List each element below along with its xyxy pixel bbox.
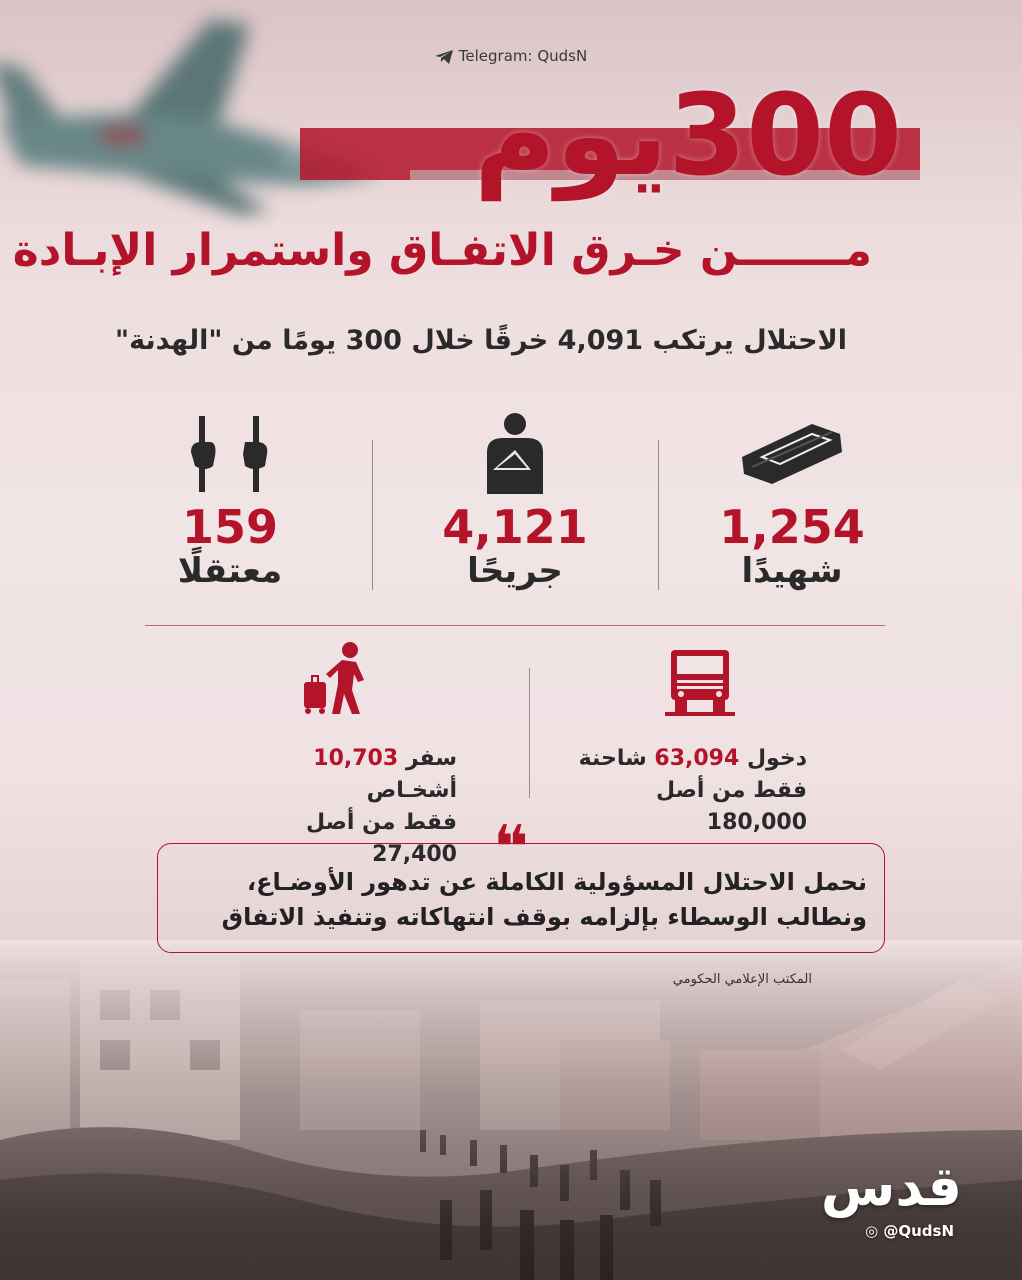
travel-line1 [217, 743, 457, 807]
telegram-handle [0, 47, 1022, 65]
divider-2 [372, 440, 373, 590]
trucks-line2: فقط من أصل 180,000 [656, 777, 807, 835]
lead-text: الاحتلال يرتكب 4,091 خرقًا خلال 300 يومًا من "الهدنة" [115, 325, 847, 356]
trucks-value: 63,094 [654, 746, 740, 771]
stat-detainees-label: معتقلًا [177, 550, 283, 591]
stat-injured-value: 4,121 [442, 500, 588, 554]
telegram-text: Telegram: QudsN [458, 47, 588, 65]
travel-prefix: سفر [405, 746, 457, 771]
divider-1 [658, 440, 659, 590]
telegram-icon [435, 50, 453, 64]
prison-bars-icon [90, 412, 370, 502]
quote-mark-icon: ❝ [493, 813, 529, 883]
subtitle: مـــــــن خـرق الاتفـاق واستمرار الإبـادة [12, 225, 872, 276]
main-title [473, 71, 902, 201]
stat-martyrs-label: شهيدًا [741, 550, 843, 591]
handle-text: @QudsN [883, 1222, 954, 1240]
quote-text [177, 865, 867, 935]
stat-martyrs [652, 412, 932, 590]
trucks-suffix: شاحنة [578, 746, 647, 771]
quote-line-2: ونطالب الوسطاء بإلزامه بوقف انتهاكاته وتنفيذ الاتفاق [221, 902, 867, 931]
stat-detainees-value: 159 [181, 500, 279, 554]
stat-injured [375, 412, 655, 590]
quds-logo: قدس [820, 1155, 962, 1218]
instagram-handle [865, 1222, 954, 1240]
quote-line-1: نحمل الاحتلال المسؤولية الكاملة عن تدهور الأوضـاع، [247, 868, 867, 896]
stat-injured-label: جريحًا [467, 550, 563, 591]
source-credit: المكتب الإعلامي الحكومي [672, 972, 812, 987]
traveler-icon [298, 640, 374, 720]
stat-detainees [90, 412, 370, 590]
trucks-line1 [567, 743, 807, 775]
travel-line2: فقط من أصل 27,400 [306, 809, 457, 867]
truck-icon [665, 646, 735, 722]
title-number: 300 [668, 71, 902, 201]
title-word: يوم [473, 71, 669, 201]
travel-value: 10,703 [313, 746, 399, 771]
horizontal-divider [145, 625, 885, 626]
instagram-icon: ◎ [865, 1222, 879, 1240]
injured-person-icon [375, 412, 655, 502]
trucks-prefix: دخول [746, 746, 807, 771]
jet-image [0, 0, 410, 230]
travel-suffix: أشخـاص [366, 777, 457, 803]
divider-3 [529, 668, 530, 798]
body-bag-icon [652, 412, 932, 502]
stat-martyrs-value: 1,254 [719, 500, 865, 554]
